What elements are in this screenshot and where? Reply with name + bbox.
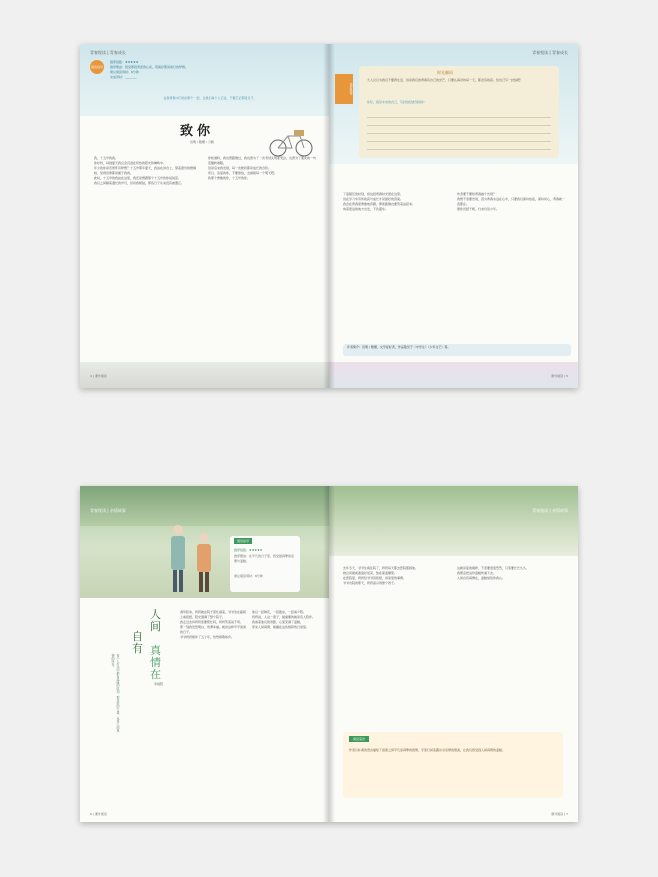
article-column-2: 你知道吗，我也曾跌倒过，我也曾为了一次考试失利而哭泣，也曾为了朋友的一句话辗转难眠。 但是后来我发现，每一次挫折都是成长的台阶。 所以，亲爱的你，不要害怕，去拥抱每一个明天吧。 致那个勇敢的你，十五岁的你。 [208, 156, 316, 180]
review-text: 作者以朴素的语言描绘了祖辈之间平凡而真挚的感情，字里行间流露出对亲情的赞美，让我们感受到人间真情的温暖。 [349, 748, 506, 752]
article-column-1: 我，十五岁的我。 你好呀，每到夏天我总会沉浸在炽热的阳光和蝉鸣中。 年少的你是否曾怀有梦想？十五岁那年夏天，我站在讲台上，望着窗外的梧桐树，觉得世界都是属于我的。 此时，十五岁的我站在这里，我还是想跟那个十五岁的你说说话。 我们之间隔着漫长的岁月，但是我相信，那些日子从来没有被遗忘。 [94, 156, 197, 185]
guide-line: 推荐理由：在平凡的日子里，感受最真挚的亲情与温暖。 [234, 554, 295, 563]
guide-line: 推荐指数：★★★★★ [110, 60, 139, 64]
article-column-2: 作者要不要和青春做个告别？ 我想不需要告别，因为青春永远在心中，只要我们保持热爱，保持初心，青春就一直都在。 愿你历经千帆，归来仍是少年。 [457, 192, 565, 211]
review-box [343, 732, 563, 798]
reading-guide-tag: 阅读指导 [234, 538, 252, 544]
letter-box [359, 66, 559, 158]
running-header: 青春悦读 | 青春成长 [532, 50, 568, 55]
article-title [120, 606, 180, 696]
title-char: 自 [132, 630, 143, 643]
review-tag: 阅读鉴赏 [349, 736, 369, 742]
title-char: 真 [150, 644, 161, 657]
page-number: 4 | 课外阅读 [90, 374, 107, 378]
reading-guide [110, 60, 310, 80]
top-left-page [80, 44, 329, 388]
reading-guide-card [230, 536, 300, 592]
article-author: 田明 / 雅娜 / 刀鹤 [190, 140, 214, 144]
article-column-2: 这就是爱的模样，不需要轰轰烈烈，只需要长长久久。 我愿意把这份温暖传递下去。 人间自有真情在，温暖常驻你我心。 [457, 566, 530, 580]
running-header: 青春悦读 | 亲情故事 [90, 508, 126, 513]
guide-line: 推荐理由：感受那段青涩的心动，用美好照亮前行的梦想。 [110, 65, 189, 69]
spine-shadow [323, 486, 335, 822]
writing-lines [367, 110, 551, 154]
side-tag: 读后思考 [335, 74, 353, 104]
bottom-spread [80, 486, 578, 822]
garden-photo [329, 486, 578, 556]
guide-line: 建议阅读用时：6分钟 [234, 574, 263, 578]
author-note: 作者简介：田明 / 雅娜，文学爱好者，作品散见于《中学生》《少年文艺》等。 [343, 344, 571, 356]
running-header: 青春悦读 | 亲情故事 [532, 508, 568, 513]
letter-box-title: 时光邮局 [437, 70, 453, 75]
page-footer-band [80, 362, 329, 388]
garden-trees [80, 486, 329, 526]
side-text: 每个人生活中都有温暖的时刻，那是爱的力量，也是人间真情的所在。 [111, 654, 120, 732]
running-header: 青春悦读 | 青春成长 [90, 50, 126, 55]
article-intro: 在我青春中闪光的那个一起，让我们每个人记住，不要忘记那段日子。 [163, 96, 257, 100]
article-column-1: 清早起来，奶奶就在院子里忙碌着，爷爷坐在藤椅上看报纸，阳光洒满了整个院子。 我走过去问奶奶需要帮忙吗，奶奶笑着说不用。 那一刻我忽然明白，所谓幸福，就是这样平平淡淡的日子。 爷爷奶奶相伴了五十年，依然相敬如宾。 [180, 610, 246, 639]
article-column-2: 他们一起种花，一起散步，一起看夕阳。 奶奶说，人这一辈子，最重要的就是有人陪伴。 我看着他们的背影，心里充满了温暖。 原来人间真情，就藏在这些细碎的日常里。 [252, 610, 316, 629]
title-char: 在 [150, 668, 161, 681]
article-column-1: 了高强压的时刻，将这段青春时光留在这里。 但在学习中有所收获与成长才是最好的答案。 我会在青春里勇敢地奔跑，即使跌倒也要笑着站起来。 向着更远的地方出发，不负韶华。 [343, 192, 416, 211]
title-char: 情 [150, 656, 161, 669]
letter-box-text: 大人总以为我们不懂得生活，但是我们的青春有自己的光芒，只要认真对待每一天，都会有收获。给自己写一封信吧！ [367, 78, 524, 82]
page-number: 课外阅读 | 5 [551, 374, 568, 378]
title-char: 人 [150, 608, 161, 621]
reading-guide-tag: 阅读指导 [90, 60, 104, 74]
letter-box-prompt: 你好，我是未来的自己，写封信给此刻的你： [367, 100, 428, 104]
top-spread [80, 44, 578, 388]
guide-line: 建议阅读用时：6分钟 [110, 70, 139, 74]
article-title: 致你 [180, 124, 215, 139]
article-author: 李晨阳 [154, 682, 164, 686]
elderly-couple-illustration-icon [162, 522, 222, 598]
bottom-left-page [80, 486, 329, 822]
bottom-right-page [329, 486, 578, 822]
guide-line: 完成用时：________ [110, 75, 138, 79]
spine-shadow [323, 44, 335, 388]
article-column-1: 去年冬天，爷爷生病住院了，奶奶每天都去医院照顾他。 她总是提前准备好饭菜，装在保温桶里。 在医院里，奶奶给爷爷读报纸，讲家里的事情。 爷爷出院的那天，奶奶高兴得像个孩子。 [343, 566, 419, 585]
page-footer-band [329, 362, 578, 388]
bicycle-illustration-icon [268, 126, 314, 158]
title-char: 间 [150, 620, 161, 633]
guide-line: 推荐指数：★★★★★ [234, 548, 263, 552]
page-number: 课外阅读 | 7 [551, 812, 568, 816]
top-right-page [329, 44, 578, 388]
title-char: 有 [132, 642, 143, 655]
page-number: 6 | 课外阅读 [90, 812, 107, 816]
